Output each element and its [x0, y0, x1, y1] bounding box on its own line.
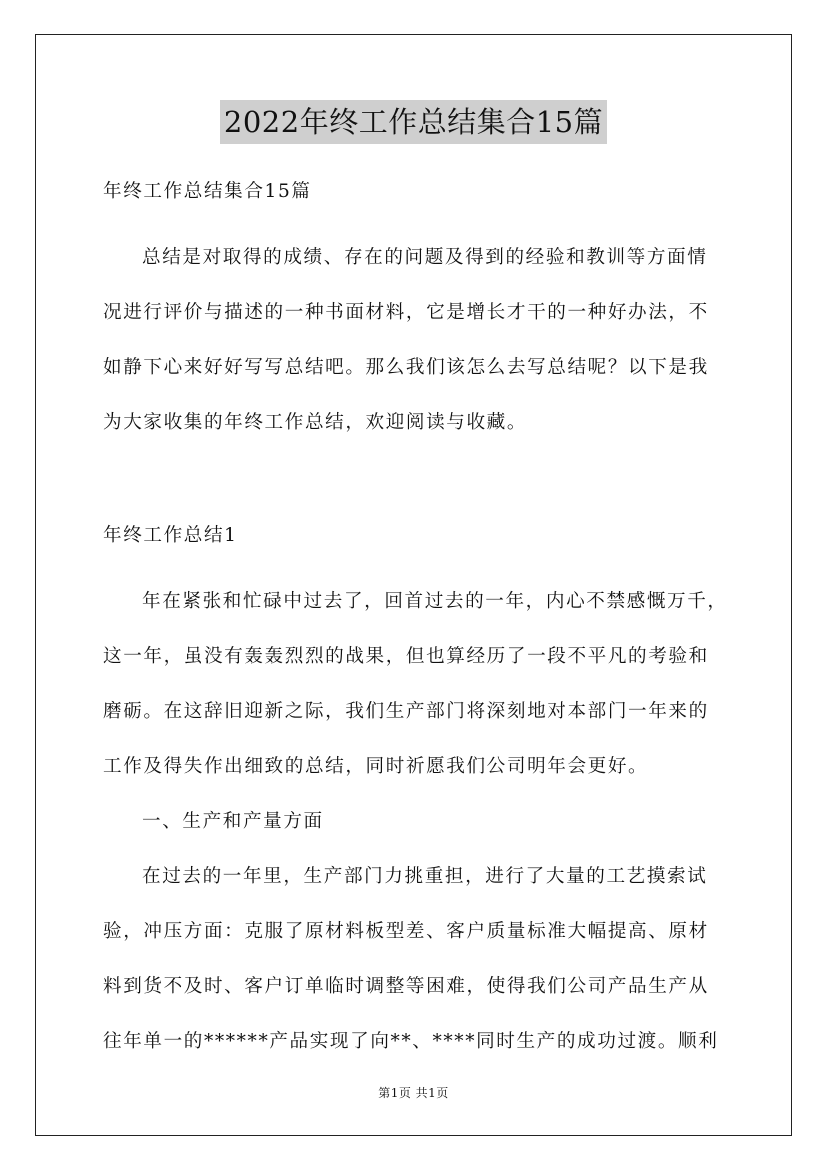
page-footer: 第1页 共1页 [378, 1086, 449, 1100]
document-title-wrap [0, 100, 827, 144]
paragraph-line: 年在紧张和忙碌中过去了，回首过去的一年，内心不禁感慨万千， [142, 591, 728, 612]
paragraph-line: 验，冲压方面：克服了原材料板型差、客户质量标准大幅提高、原材 [103, 921, 709, 942]
section-heading: 年终工作总结1 [103, 525, 238, 546]
subheading: 一、生产和产量方面 [142, 811, 324, 832]
paragraph-line: 磨砺。在这辞旧迎新之际，我们生产部门将深刻地对本部门一年来的 [103, 701, 709, 722]
subtitle: 年终工作总结集合15篇 [103, 181, 312, 202]
intro-line: 为大家收集的年终工作总结，欢迎阅读与收藏。 [103, 412, 528, 433]
section1-paragraph-1 [103, 574, 727, 794]
intro-line: 况进行评价与描述的一种书面材料，它是增长才干的一种好办法，不 [103, 302, 709, 323]
intro-paragraph [103, 230, 727, 450]
paragraph-line: 料到货不及时、客户订单临时调整等困难，使得我们公司产品生产从 [103, 976, 709, 997]
paragraph-line: 在过去的一年里，生产部门力挑重担，进行了大量的工艺摸索试 [142, 866, 708, 887]
document-body [103, 176, 727, 1069]
section1-paragraph-2 [103, 849, 727, 1069]
paragraph-line: 往年单一的******产品实现了向**、****同时生产的成功过渡。顺利 [103, 1031, 719, 1052]
document-title: 2022年终工作总结集合15篇 [220, 100, 607, 144]
intro-line: 总结是对取得的成绩、存在的问题及得到的经验和教训等方面情 [142, 247, 708, 268]
paragraph-line: 这一年，虽没有轰轰烈烈的战果，但也算经历了一段不平凡的考验和 [103, 646, 709, 667]
paragraph-line: 工作及得失作出细致的总结，同时祈愿我们公司明年会更好。 [103, 756, 649, 777]
intro-line: 如静下心来好好写写总结吧。那么我们该怎么去写总结呢？以下是我 [103, 357, 709, 378]
